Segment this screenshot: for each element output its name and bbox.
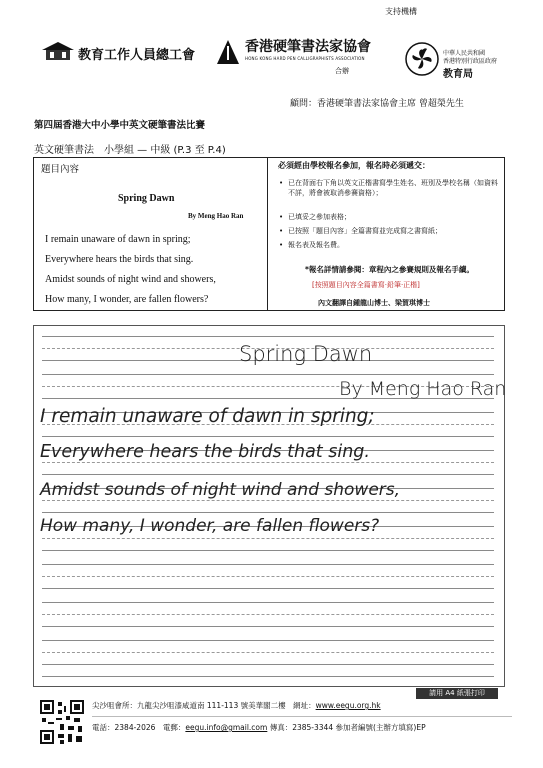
poem-author: By Meng Hao Ran [188,212,244,220]
bullet-icon: • [279,213,284,221]
poem-line: Everywhere hears the birds that sing. [45,254,194,265]
website-link[interactable]: www.eegu.org.hk [315,701,381,710]
ruled-line [42,550,494,551]
handwritten-line: Amidst sounds of night wind and showers, [40,480,401,500]
print-note-badge: 請用 A4 紙張打印 [416,688,498,699]
translator-credit: 內文翻譯自鍾龍山博士、梁賀琪博士 [318,299,430,307]
footer-address [92,700,381,711]
email-link[interactable]: eegu.info@gmail.com [185,723,268,732]
footer-contact [92,722,426,733]
handwritten-author: By Meng Hao Ran [339,378,507,400]
rules-note: *報名詳情請參閱：章程內之參賽規則及報名手續。 [305,265,474,274]
competition-title: 第四屆香港大中小學中英文硬筆書法比賽 [34,120,206,131]
ruled-line [42,374,494,375]
ruled-line [42,626,494,627]
bullet-icon: • [279,179,284,187]
union-logo [42,40,202,66]
fax-text: 傳真：2385-3344 參加者編號(主辦方填寫)EP [269,723,426,732]
poem-line: How many, I wonder, are fallen flowers? [45,294,209,305]
rule-item [279,212,498,222]
ruled-line [42,602,494,603]
hk-society-logo [215,34,375,78]
ruled-line [42,436,494,437]
rule-text: 已在背面右下角以英文正楷書寫學生姓名、班別及學校名稱（如資料不詳，將會被取消參賽資格）； [288,179,498,197]
poem-line: I remain unaware of dawn in spring; [45,234,191,245]
rules-heading: 必須經由學校報名參加，報名時必須遞交： [278,161,430,170]
advisor-line: 顧問：香港硬筆書法家協會主席 曾超榮先生 [290,99,464,109]
ruled-line [42,462,494,463]
question-label: 題目內容 [41,164,80,175]
footer-divider [92,716,512,717]
rule-item [279,240,498,250]
box-divider [267,158,268,310]
writing-area [33,325,505,687]
ruled-line [42,664,494,665]
ruled-line [42,564,494,565]
support-label: 支持機構 [385,7,417,16]
address-text: 尖沙咀會所：九龍尖沙咀漆咸道南 111-113 號美華閣二樓 網址： [92,701,316,710]
union-name: 教育工作人員總工會 [78,48,196,63]
edb-name: 教育局 [443,69,473,80]
handwritten-title: Spring Dawn [239,342,373,366]
ruled-line [42,652,494,653]
rule-item [279,226,498,236]
writing-instruction: [按照題目內容全篇書寫‧鉛筆‧正楷] [312,281,420,289]
poem-line: Amidst sounds of night wind and showers, [45,274,216,285]
bullet-icon: • [279,241,284,249]
edb-line2: 香港特別行政區政府 [443,58,498,65]
poem-title: Spring Dawn [118,193,175,204]
ruled-line [42,512,494,513]
pen-nib-icon [215,38,241,66]
edb-logo [405,42,525,82]
ruled-line [42,640,494,641]
rule-text: 已按照「題目內容」全篇書寫並完成寫之書寫紙； [288,227,442,235]
ruled-line [42,336,494,337]
edb-line1: 中華人民共和國 [443,50,486,57]
ruled-line [42,576,494,577]
hk-society-name-en: HONG KONG HARD PEN CALLIGRAPHISTS ASSOCIATION [245,56,365,61]
tel-text: 電話：2384-2026 電郵： [92,723,186,732]
handwritten-line: I remain unaware of dawn in spring; [40,406,375,427]
ruled-line [42,474,494,475]
co-organiser-label: 合辦 [335,67,349,75]
bauhinia-emblem-icon [405,42,439,76]
ruled-line [42,500,494,501]
union-emblem-icon [42,40,74,64]
ruled-line [42,676,494,677]
handwritten-line: Everywhere hears the birds that sing. [40,442,370,462]
rule-text: 已填妥之參加表格； [288,213,351,221]
hk-society-name: 香港硬筆書法家協會 [245,39,371,55]
ruled-line [42,614,494,615]
ruled-line [42,588,494,589]
handwritten-line: How many, I wonder, are fallen flowers? [40,516,380,536]
ruled-line [42,538,494,539]
competition-category: 英文硬筆書法 小學組 — 中級 (P.3 至 P.4) [34,145,226,156]
rule-text: 報名表及報名費。 [288,241,344,249]
rule-item [279,178,498,198]
bullet-icon: • [279,227,284,235]
qr-code-icon [40,700,84,744]
